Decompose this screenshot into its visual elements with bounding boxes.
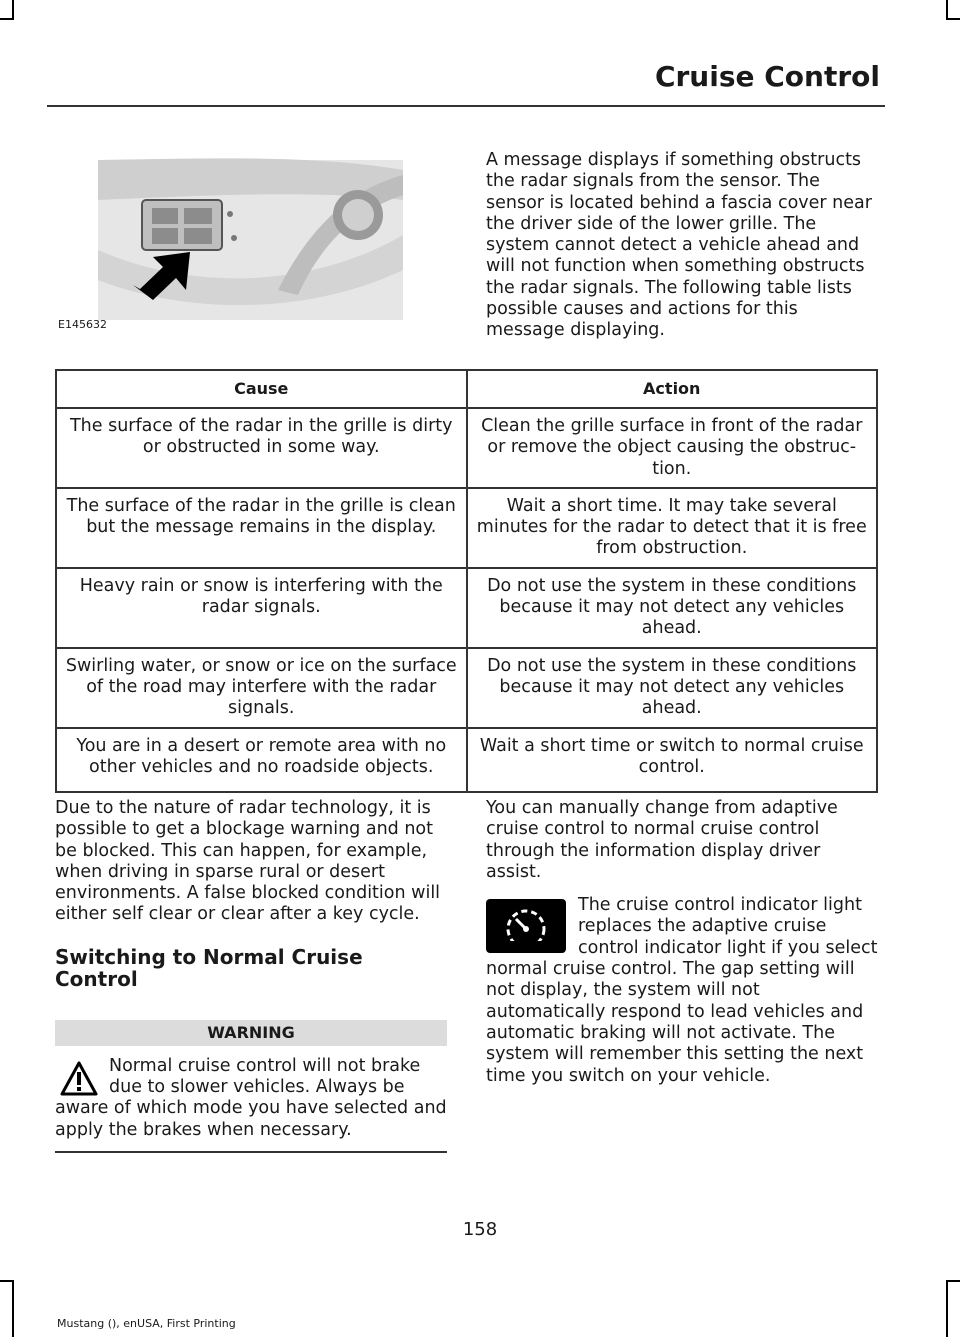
warning-label: WARNING [55,1020,447,1046]
crop-mark [946,1280,948,1337]
table-header-cause: Cause [56,370,467,408]
table-row [56,568,877,648]
action-cell: Clean the grille surface in front of the radar or remove the object causing the obstruc-tion. [467,408,878,488]
table-row [56,648,877,728]
figure-code: E145632 [58,318,107,331]
action-cell: Do not use the system in these conditions because it may not detect any vehicles ahead. [467,648,878,728]
page-number: 158 [462,1219,498,1240]
right-column [486,798,880,1087]
crop-mark [12,1280,14,1337]
warning-text: Normal cruise control will not brake due to slower vehicles. Always be aware of which mode you have selected and apply the brakes when necessary. [55,1055,447,1140]
cause-cell: Swirling water, or snow or ice on the surface of the road may interfere with the radar signals. [56,648,467,728]
crop-mark [0,18,14,20]
warning-box [55,1056,447,1153]
table-row [56,408,877,488]
header-rule [47,105,885,107]
crop-mark [12,0,14,20]
manual-change-paragraph: You can manually change from adaptive cruise control to normal cruise control through the information display driver assist. [486,798,838,882]
intro-paragraph: A message displays if something obstructs the radar signals from the sensor. The sensor is located behind a fascia cover near the driver side of the lower grille. The system cannot detect a vehicle ahead and will not function when something obstructs the radar signals. The following table lists possible causes and actions for this message displaying. [486,150,872,341]
indicator-paragraph: The cruise control indicator light replaces the adaptive cruise control indicator light if you select normal cruise control. The gap setting will not display, the system will not automatically respond to lead vehicles and automatic braking will not activate. The system will remember this setting the next time you switch on your vehicle. [486,895,878,1086]
footer-text: Mustang (), enUSA, First Printing [57,1317,236,1330]
action-cell: Do not use the system in these conditions because it may not detect any vehicles ahead. [467,568,878,648]
cause-cell: Heavy rain or snow is interfering with the radar signals. [56,568,467,648]
cause-cell: The surface of the radar in the grille is dirty or obstructed in some way. [56,408,467,488]
table-row [56,728,877,792]
section-heading: Switching to Normal Cruise Control [55,944,363,991]
table-row [56,488,877,568]
action-cell: Wait a short time. It may take several minutes for the radar to detect that it is free from obstruction. [467,488,878,568]
causes-table [55,369,878,793]
warning-triangle-icon [59,1060,99,1098]
cause-cell: You are in a desert or remote area with no other vehicles and no roadside objects. [56,728,467,792]
crop-mark [946,18,960,20]
blockage-paragraph: Due to the nature of radar technology, it is possible to get a blockage warning and not be blocked. This can happen, for example, when driving in sparse rural or desert environments. A false blocked condition will either self clear or clear after a key cycle. [55,798,441,925]
cruise-control-indicator-icon [486,899,566,953]
crop-mark [0,1280,14,1282]
cause-cell: The surface of the radar in the grille is clean but the message remains in the display. [56,488,467,568]
radar-sensor-illustration [58,140,418,335]
table-header-action: Action [467,370,878,408]
left-column [55,798,447,1153]
action-cell: Wait a short time or switch to normal cruise control. [467,728,878,792]
page-title: Cruise Control [654,60,880,93]
crop-mark [946,1280,960,1282]
crop-mark [946,0,948,20]
